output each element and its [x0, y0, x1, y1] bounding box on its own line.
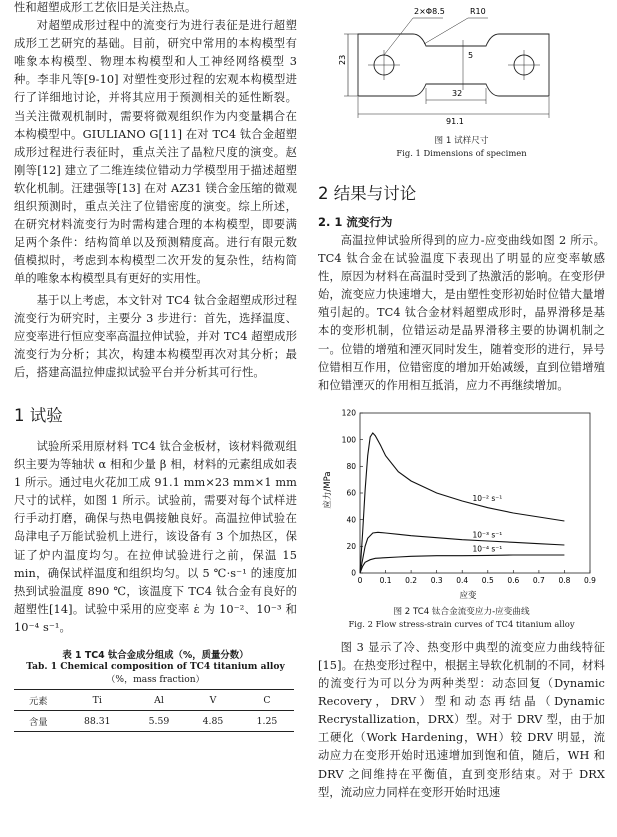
- chart-y-tick-label: 40: [346, 515, 356, 525]
- chart-y-tick-label: 80: [346, 461, 356, 471]
- chart-series-label: 10⁻⁴ s⁻¹: [472, 544, 503, 554]
- chart-y-tick-label: 100: [341, 435, 356, 445]
- chart-x-tick-label: 0: [357, 575, 363, 585]
- table1-block: [14, 647, 297, 732]
- paragraph-intro-tail: 性和超塑成形工艺依旧是关注热点。: [14, 1, 197, 14]
- table-header-cell: V: [186, 690, 240, 711]
- specimen-drawing: [318, 0, 605, 130]
- section-heading-results: 2 结果与讨论: [318, 184, 417, 203]
- figure2-caption-en: Fig. 2 Flow stress-strain curves of TC4 titanium alloy: [348, 618, 575, 629]
- label-radius: R10: [470, 7, 486, 16]
- figure2-caption-cn: 图 2 TC4 钛合金流变应力-应变曲线: [393, 606, 530, 617]
- paragraph-approach: 基于以上考虑，本文针对 TC4 钛合金超塑成形过程流变行为研究时，主要分 3 步进行：首先，选择温度、应变率进行恒应变率高温拉伸试验，并对 TC4 超塑成形流变行为分析；其次，构建本构模型再次对其分析；最后，搭建高温拉伸虚拟试验平台并分析其可行性。: [14, 293, 297, 379]
- paragraph-drv-drx: 图 3 显示了冷、热变形中典型的流变应力曲线特征[15]。在热变形过程中，根据主导软化机制的不同，材料的流变行为可以分为两种类型：动态回复（Dynamic Recovery，DRV）型和动态再结晶（Dynamic Recrystallization，DRX）型。对于 DRV 型，由于加工硬化（Work Hardening，WH）较 DRV 明显，流动应力在变形开始时迅速增加到饱和值，随后，WH 和 DRV 之间维持在平衡值，直到变形结束。对于 DRX 型，流动应力同样在变形开始时迅速: [318, 640, 605, 799]
- table1-caption-cn: 表 1 TC4 钛合金成分组成（%，质量分数）: [62, 650, 249, 661]
- section-heading-experiment: 1 试验: [14, 405, 63, 425]
- chart-y-tick-label: 20: [346, 541, 356, 551]
- table-header-cell: C: [240, 690, 294, 711]
- subsection-heading-flow-behavior: 2. 1 流变行为: [318, 215, 393, 229]
- table-row: [14, 711, 294, 732]
- left-column: [14, 0, 297, 732]
- chart-series-line: [360, 532, 564, 573]
- table-header-cell: Al: [132, 690, 186, 711]
- chart-series-label: 10⁻² s⁻¹: [472, 493, 503, 503]
- table-cell: 5.59: [132, 711, 186, 732]
- chart-x-axis-label: 应变: [459, 590, 477, 600]
- chart-x-tick-label: 0.6: [507, 575, 520, 585]
- chart-y-tick-label: 120: [341, 408, 356, 418]
- label-gauge-width: 5: [468, 51, 474, 60]
- table-header-cell: Ti: [63, 690, 132, 711]
- flow-stress-chart: [318, 405, 605, 600]
- table-cell: 88.31: [63, 711, 132, 732]
- label-height: 23: [338, 54, 347, 65]
- paragraph-experiment: 试验所采用原材料 TC4 钛合金板材，该材料微观组织主要为等轴状 α 相和少量 β 相，材料的元素组成如表 1 所示。通过电火花加工成 91.1 mm×23 mm×1 mm 尺寸的试样，如图 1 所示。试验前，需要对每个试样进行手动打磨，确保与热电偶接触良好。高温拉伸试验在岛津电子万能试验机上进行，该设备有 3 个加热区，保证了炉内温度均匀。在拉伸试验进行之前，保温 15 min，确保试样温度和组织均匀。以 5 ℃·s⁻¹ 的速度加热到试验温度 890 ℃，该温度下 TC4 钛合金有良好的超塑性[14]。试验中采用的应变率 ε̇ 为 10⁻²、10⁻³ 和 10⁻⁴ s⁻¹。: [14, 439, 297, 634]
- paragraph-constitutive-models: 对超塑成形过程中的流变行为进行表征是进行超塑成形工艺研究的基础。目前，研究中常用的本构模型有唯象本构模型、物理本构模型和人工神经网络模型 3 种。李非凡等[9-10] 对塑性变形过程的宏观本构模型进行了详细地讨论，并将其应用于预测相关的延性断裂。当关注微观机制时，需要将微观组织作为内变量耦合在本构模型中。GIULIANO G[11] 在对 TC4 钛合金超塑成形过程进行表征时，重点关注了晶粒尺度的演变。赵刚等[12] 建立了二维连续位错动力学模型用于描述超塑软化机制。汪建强等[13] 在对 AZ31 镁合金压缩的微观组织预测时，重点关注了位错密度的演变。综上所述，在研究材料流变行为时需构建合理的本构模型，即要满足两个条件：结构简单以及预测精度高。进行有限元数值模拟时，考虑到本构模型二次开发的复杂性，结构简单的唯象本构模型具有更好的实用性。: [14, 19, 297, 286]
- table-header-row: [14, 690, 294, 711]
- table1-unit: （%，mass fraction）: [106, 675, 205, 685]
- composition-table: [14, 689, 294, 732]
- figure2: [318, 405, 605, 629]
- chart-series-line: [360, 433, 564, 573]
- label-holes: 2×Φ8.5: [414, 7, 445, 16]
- chart-y-tick-label: 0: [351, 568, 356, 578]
- table1-caption-en: Tab. 1 Chemical composition of TC4 titanium alloy: [26, 661, 285, 672]
- chart-x-tick-label: 0.7: [532, 575, 545, 585]
- paragraph-flow-behavior: 高温拉伸试验所得到的应力-应变曲线如图 2 所示。TC4 钛合金在试验温度下表现出了明显的应变率敏感性，原因为材料在高温时受到了热激活的影响。在变形伊始，流变应力快速增大，是由塑性变形初始时位错大量增殖引起的。TC4 钛合金材料超塑成形时，晶界滑移是基本的变形机制，位错运动是晶界滑移主要的协调机制之一。位错的增殖和湮灭同时发生，随着变形的进行，异号位错相互作用，位错密度的增加开始减缓，直到位错增殖和位错湮灭的作用相互抵消，应力不再继续增加。: [318, 234, 605, 392]
- chart-x-tick-label: 0.5: [481, 575, 494, 585]
- figure1-caption-en: Fig. 1 Dimensions of specimen: [396, 148, 527, 158]
- chart-x-tick-label: 0.3: [430, 575, 443, 585]
- table-cell: 4.85: [186, 711, 240, 732]
- label-total-length: 91.1: [446, 117, 464, 126]
- figure1-caption-cn: 图 1 试样尺寸: [434, 136, 489, 146]
- chart-y-tick-label: 60: [346, 488, 356, 498]
- chart-x-tick-label: 0.1: [379, 575, 392, 585]
- chart-y-axis-label: 应力/MPa: [323, 471, 333, 509]
- label-gauge-length: 32: [452, 89, 463, 98]
- table-header-cell: 元素: [14, 690, 63, 711]
- chart-x-tick-label: 0.8: [558, 575, 571, 585]
- chart-x-tick-label: 0.9: [584, 575, 596, 585]
- figure1: [318, 0, 605, 160]
- table-cell: 1.25: [240, 711, 294, 732]
- chart-x-tick-label: 0.4: [456, 575, 469, 585]
- table-cell: 含量: [14, 711, 63, 732]
- chart-series-label: 10⁻³ s⁻¹: [472, 530, 503, 540]
- chart-x-tick-label: 0.2: [405, 575, 418, 585]
- right-column: [318, 0, 605, 802]
